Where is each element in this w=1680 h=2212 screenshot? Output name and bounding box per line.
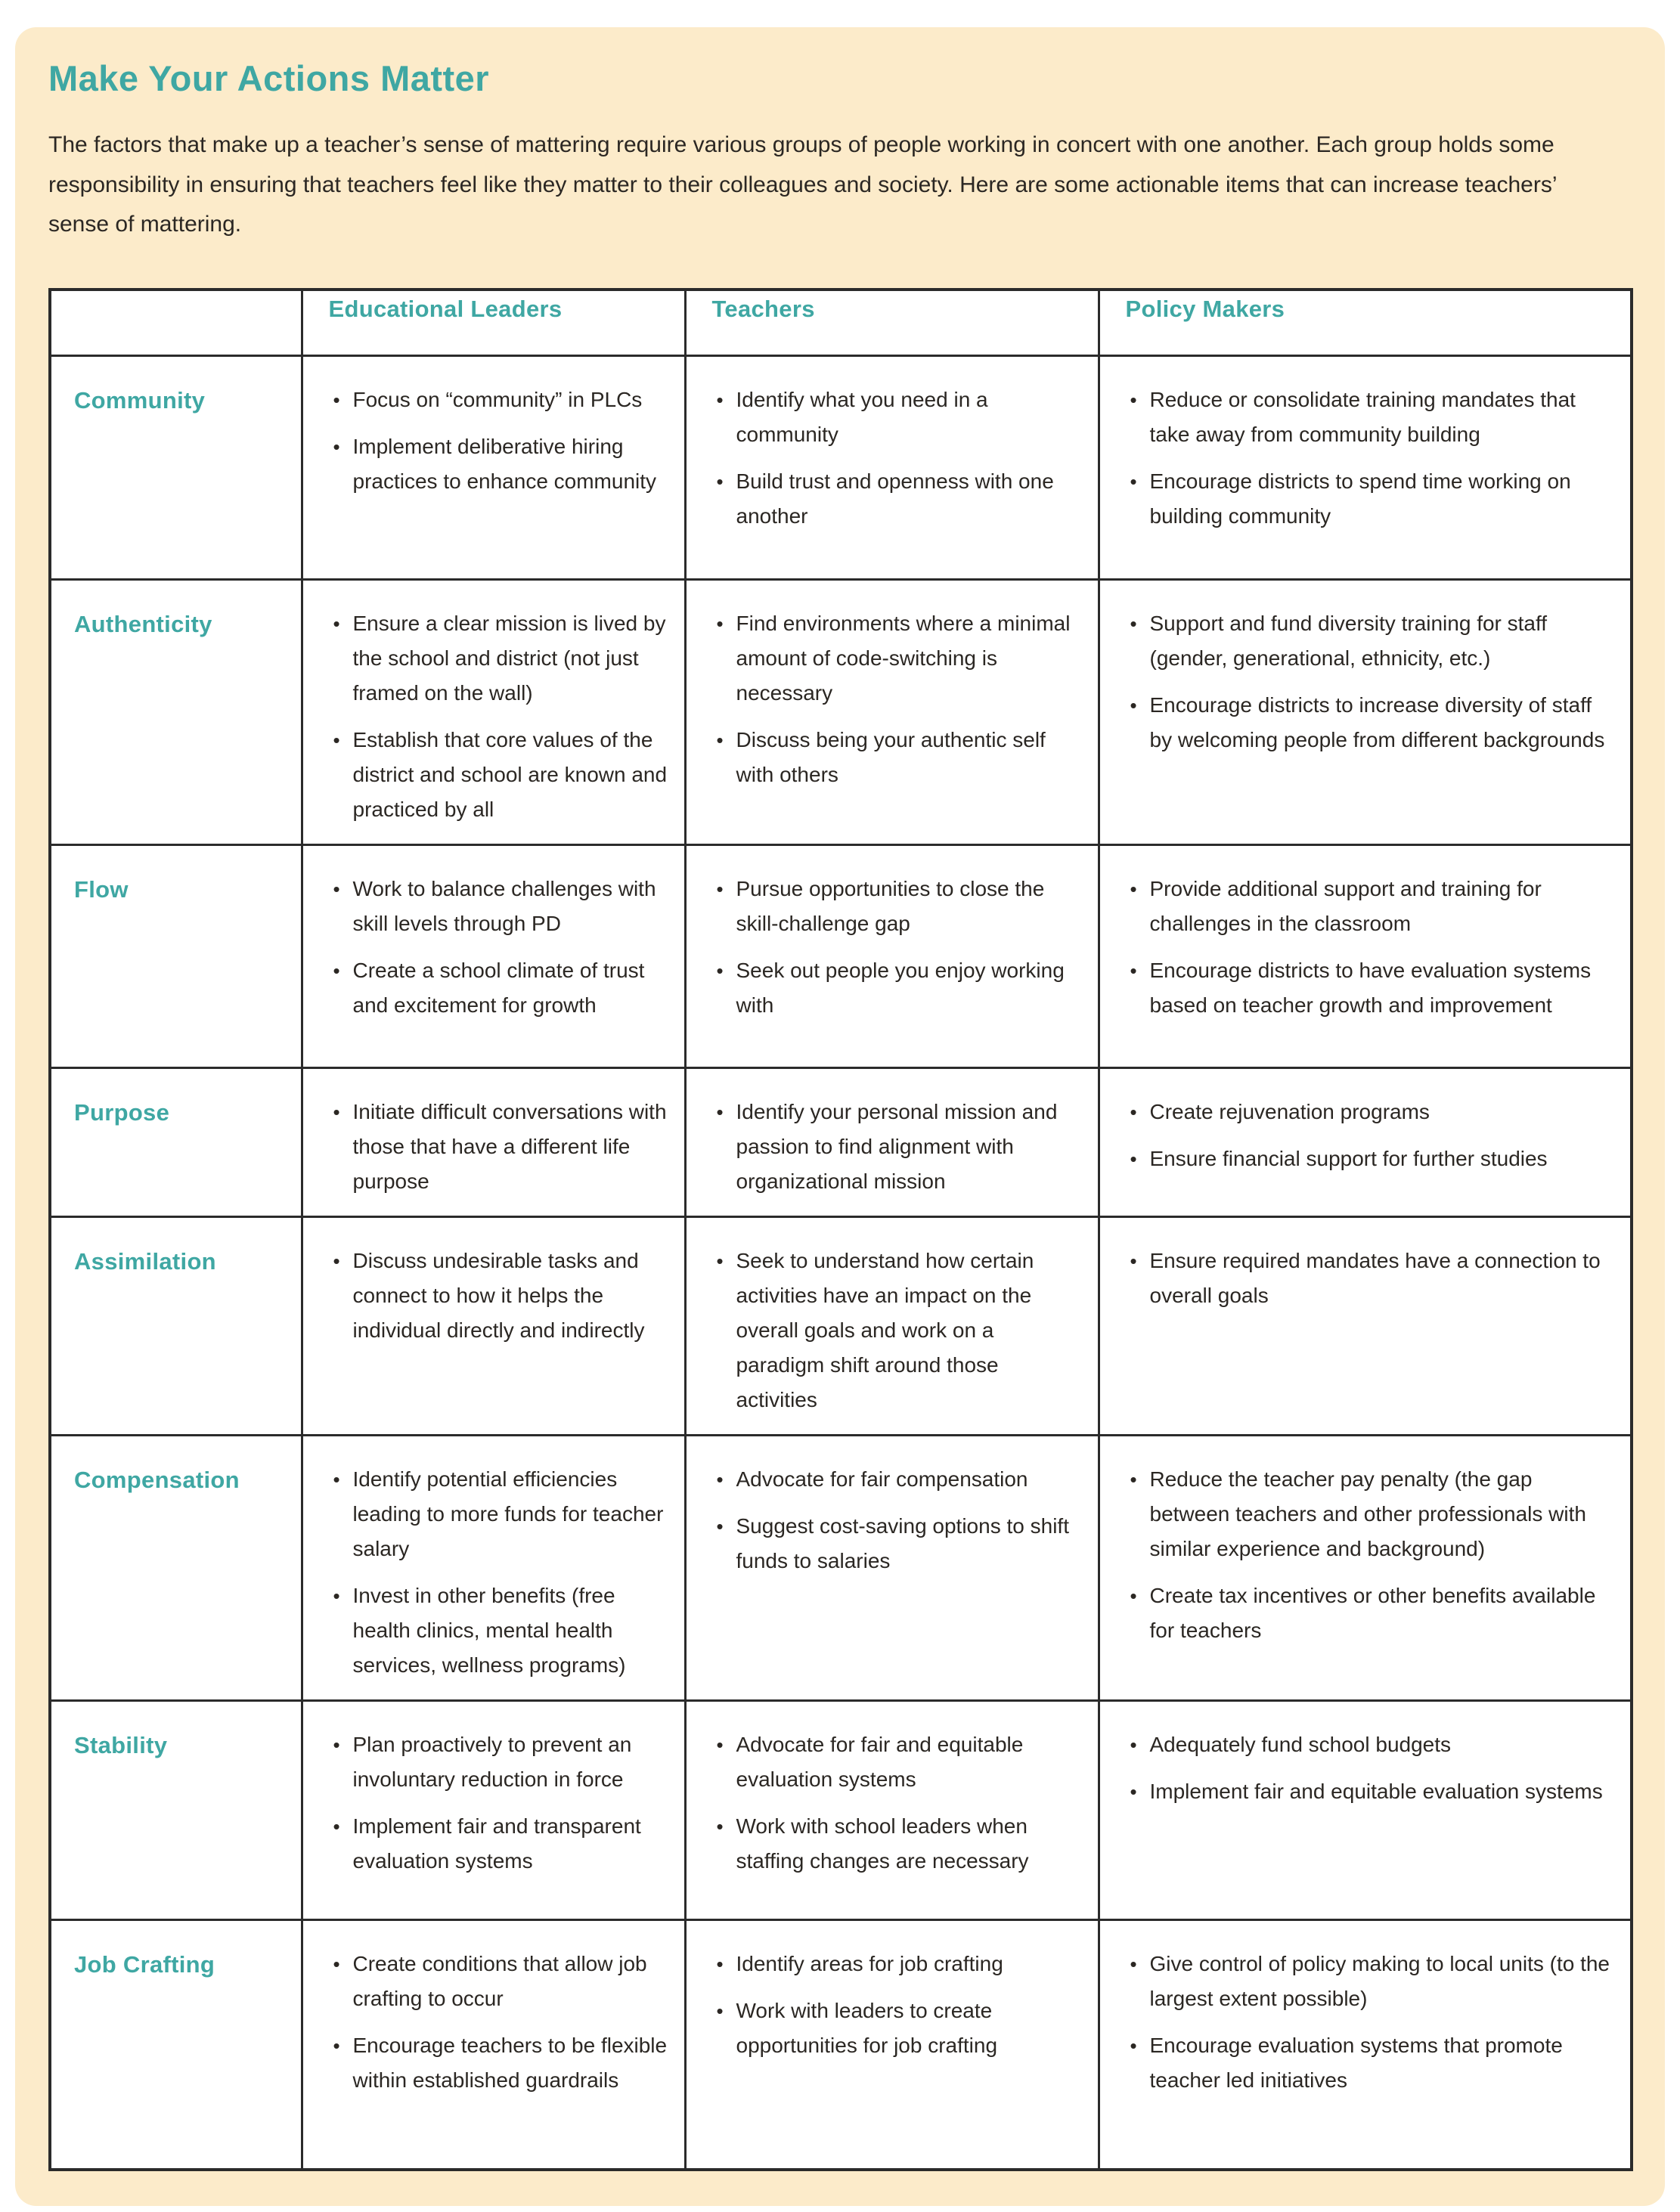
- bullet-item: • Reduce the teacher pay penalty (the gap between teachers and other professionals with similar experience and background): [1126, 1462, 1614, 1566]
- table-cell: [685, 1068, 1099, 1217]
- table-row: [50, 580, 1632, 845]
- bullet-item: • Create rejuvenation programs: [1126, 1095, 1614, 1129]
- page-title: Make Your Actions Matter: [48, 58, 490, 98]
- bullet-list: [712, 606, 1081, 792]
- content-card: [15, 27, 1665, 2206]
- bullet-list: [712, 1727, 1081, 1879]
- table-row: [50, 1068, 1632, 1217]
- table-cell: [302, 1436, 685, 1701]
- table-cell: [1099, 845, 1632, 1068]
- table-body: [50, 356, 1632, 2170]
- bullet-list: [1126, 1095, 1614, 1176]
- bullet-list: [1126, 872, 1614, 1023]
- bullet-item: • Identify potential efficiencies leading to more funds for teacher salary: [329, 1462, 668, 1566]
- table-cell: [1099, 1217, 1632, 1436]
- bullet-list: [329, 1727, 668, 1879]
- bullet-list: [1126, 383, 1614, 534]
- table-cell: [685, 1217, 1099, 1436]
- row-label-job-crafting: Job Crafting: [50, 1920, 302, 2170]
- table-cell: [302, 580, 685, 845]
- bullet-list: [1126, 606, 1614, 757]
- row-label-stability: Stability: [50, 1701, 302, 1920]
- row-label-flow: Flow: [50, 845, 302, 1068]
- bullet-list: [712, 383, 1081, 534]
- bullet-item: • Identify your personal mission and passion to find alignment with organizational mission: [712, 1095, 1081, 1199]
- row-label-assimilation: Assimilation: [50, 1217, 302, 1436]
- bullet-list: [329, 1947, 668, 2098]
- bullet-item: • Establish that core values of the district and school are known and practiced by all: [329, 723, 668, 827]
- table-row: [50, 1920, 1632, 2170]
- bullet-item: • Encourage teachers to be flexible within established guardrails: [329, 2028, 668, 2098]
- row-label-community: Community: [50, 356, 302, 580]
- bullet-item: • Work with school leaders when staffing changes are necessary: [712, 1809, 1081, 1879]
- table-row: [50, 1436, 1632, 1701]
- table-row: [50, 1217, 1632, 1436]
- bullet-item: • Find environments where a minimal amount of code-switching is necessary: [712, 606, 1081, 711]
- table-cell: [302, 1920, 685, 2170]
- bullet-item: • Adequately fund school budgets: [1126, 1727, 1614, 1762]
- bullet-item: • Discuss undesirable tasks and connect to how it helps the individual directly and indirectly: [329, 1244, 668, 1348]
- row-label-compensation: Compensation: [50, 1436, 302, 1701]
- bullet-list: [712, 872, 1081, 1023]
- corner-cell: [50, 290, 302, 356]
- bullet-item: • Create conditions that allow job crafting to occur: [329, 1947, 668, 2016]
- bullet-item: • Encourage districts to have evaluation systems based on teacher growth and improvement: [1126, 953, 1614, 1023]
- bullet-item: • Encourage districts to spend time working on building community: [1126, 464, 1614, 534]
- bullet-list: [712, 1244, 1081, 1417]
- bullet-item: • Encourage districts to increase diversity of staff by welcoming people from different backgrounds: [1126, 688, 1614, 757]
- table-row: [50, 845, 1632, 1068]
- bullet-item: • Focus on “community” in PLCs: [329, 383, 668, 417]
- bullet-list: [1126, 1947, 1614, 2098]
- row-label-purpose: Purpose: [50, 1068, 302, 1217]
- table-cell: [685, 580, 1099, 845]
- bullet-list: [329, 1244, 668, 1348]
- bullet-item: • Seek to understand how certain activities have an impact on the overall goals and work on a paradigm shift around those activities: [712, 1244, 1081, 1417]
- bullet-item: • Encourage evaluation systems that promote teacher led initiatives: [1126, 2028, 1614, 2098]
- bullet-list: [1126, 1462, 1614, 1648]
- bullet-item: • Create tax incentives or other benefits available for teachers: [1126, 1578, 1614, 1648]
- bullet-item: • Support and fund diversity training for staff (gender, generational, ethnicity, etc.): [1126, 606, 1614, 676]
- table-cell: [1099, 580, 1632, 845]
- column-header-educational-leaders: Educational Leaders: [302, 290, 685, 356]
- table-cell: [1099, 1701, 1632, 1920]
- row-label-authenticity: Authenticity: [50, 580, 302, 845]
- bullet-item: • Implement fair and equitable evaluation systems: [1126, 1774, 1614, 1809]
- bullet-list: [329, 606, 668, 827]
- bullet-item: • Pursue opportunities to close the skill-challenge gap: [712, 872, 1081, 941]
- bullet-item: • Seek out people you enjoy working with: [712, 953, 1081, 1023]
- bullet-item: • Plan proactively to prevent an involuntary reduction in force: [329, 1727, 668, 1797]
- table-cell: [1099, 1436, 1632, 1701]
- header-row: [50, 290, 1632, 356]
- bullet-item: • Build trust and openness with one another: [712, 464, 1081, 534]
- table-row: [50, 356, 1632, 580]
- table-cell: [1099, 356, 1632, 580]
- bullet-item: • Ensure a clear mission is lived by the school and district (not just framed on the wall): [329, 606, 668, 711]
- bullet-item: • Implement fair and transparent evaluation systems: [329, 1809, 668, 1879]
- bullet-list: [329, 1095, 668, 1199]
- bullet-list: [712, 1095, 1081, 1199]
- table-cell: [302, 356, 685, 580]
- bullet-item: • Initiate difficult conversations with those that have a different life purpose: [329, 1095, 668, 1199]
- bullet-list: [1126, 1244, 1614, 1313]
- bullet-list: [329, 1462, 668, 1683]
- table-row: [50, 1701, 1632, 1920]
- table-cell: [302, 1701, 685, 1920]
- bullet-item: • Implement deliberative hiring practices to enhance community: [329, 429, 668, 499]
- bullet-item: • Ensure financial support for further studies: [1126, 1142, 1614, 1176]
- table-cell: [685, 845, 1099, 1068]
- bullet-list: [329, 383, 668, 499]
- intro-paragraph: The factors that make up a teacher’s sense of mattering require various groups of people working in concert with one another. Each group holds some responsibility in ensuring that teachers feel like they matter to their colleagues and society. Here are some actionable items that can increase teachers’ sense of mattering.: [48, 132, 1557, 237]
- bullet-item: • Give control of policy making to local units (to the largest extent possible): [1126, 1947, 1614, 2016]
- table-cell: [685, 1436, 1099, 1701]
- actions-table: [48, 288, 1633, 2171]
- table-cell: [302, 1217, 685, 1436]
- bullet-item: • Work with leaders to create opportunities for job crafting: [712, 1994, 1081, 2063]
- table-cell: [685, 356, 1099, 580]
- bullet-item: • Suggest cost-saving options to shift funds to salaries: [712, 1509, 1081, 1578]
- table-cell: [302, 845, 685, 1068]
- bullet-item: • Work to balance challenges with skill levels through PD: [329, 872, 668, 941]
- column-header-policy-makers: Policy Makers: [1099, 290, 1632, 356]
- bullet-item: • Advocate for fair compensation: [712, 1462, 1081, 1497]
- bullet-item: • Advocate for fair and equitable evaluation systems: [712, 1727, 1081, 1797]
- table-cell: [1099, 1920, 1632, 2170]
- bullet-item: • Reduce or consolidate training mandates that take away from community building: [1126, 383, 1614, 452]
- bullet-list: [1126, 1727, 1614, 1809]
- table-cell: [685, 1920, 1099, 2170]
- bullet-item: • Provide additional support and training for challenges in the classroom: [1126, 872, 1614, 941]
- table-cell: [302, 1068, 685, 1217]
- table-cell: [685, 1701, 1099, 1920]
- bullet-item: • Ensure required mandates have a connection to overall goals: [1126, 1244, 1614, 1313]
- bullet-item: • Discuss being your authentic self with others: [712, 723, 1081, 792]
- bullet-list: [712, 1462, 1081, 1578]
- table-cell: [1099, 1068, 1632, 1217]
- bullet-item: • Identify what you need in a community: [712, 383, 1081, 452]
- bullet-item: • Identify areas for job crafting: [712, 1947, 1081, 1981]
- column-header-teachers: Teachers: [685, 290, 1099, 356]
- bullet-item: • Invest in other benefits (free health clinics, mental health services, wellness programs): [329, 1578, 668, 1683]
- bullet-item: • Create a school climate of trust and excitement for growth: [329, 953, 668, 1023]
- bullet-list: [712, 1947, 1081, 2063]
- bullet-list: [329, 872, 668, 1023]
